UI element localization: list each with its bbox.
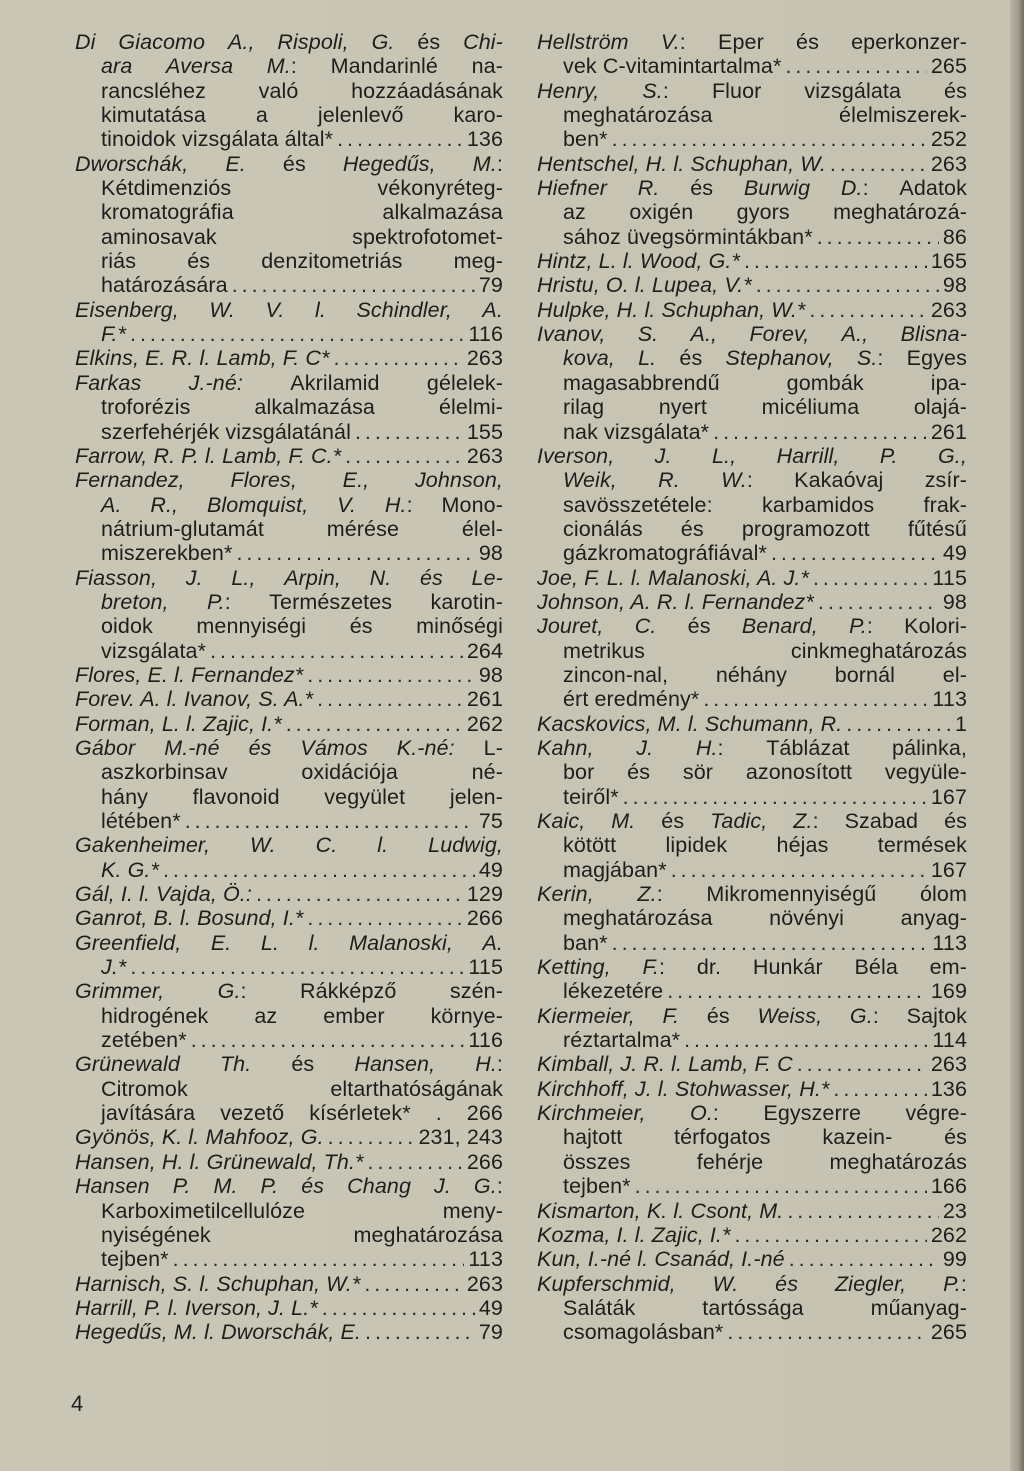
- leader-dots: [322, 1296, 475, 1320]
- page-reference: 49: [478, 857, 503, 882]
- index-line: Harrill, P. l. Iverson, J. L.* . . . 49: [75, 1296, 503, 1320]
- leader-dots: [771, 541, 939, 565]
- leader-dots: [256, 882, 463, 906]
- page-reference: 98: [478, 662, 503, 687]
- index-line: Gakenheimer, W. C. l. Ludwig,: [75, 833, 503, 858]
- leader-dots: [130, 955, 464, 979]
- index-line: Farkas J.-né: Akrilamid gélelek-: [75, 370, 503, 395]
- index-line: breton, P.: Természetes karotin-: [101, 589, 503, 614]
- index-line: oidok mennyiségi és minőségi: [101, 614, 503, 639]
- index-entry: [75, 833, 503, 882]
- index-line: aminosavak spektrofotomet-: [101, 224, 503, 249]
- index-line: réztartalma* . . . 114: [537, 1028, 967, 1052]
- index-entry: [75, 979, 503, 1052]
- page-reference: 265: [930, 54, 967, 79]
- page-reference: 263: [466, 1271, 503, 1296]
- leader-dots: [667, 979, 927, 1003]
- page-reference: 252: [930, 127, 967, 152]
- page-reference: 166: [930, 1174, 967, 1199]
- index-entry: [75, 1150, 503, 1174]
- page-reference: 167: [930, 857, 967, 882]
- leader-dots: [684, 1028, 928, 1052]
- leader-dots: [830, 152, 927, 176]
- index-line: Hintz, L. l. Wood, G.* . . . 165: [537, 249, 967, 273]
- page-reference: 231, 243: [418, 1125, 503, 1150]
- index-line: Grimmer, G.: Rákképző szén-: [75, 979, 503, 1004]
- index-line: Fiasson, J. L., Arpin, N. és Le-: [75, 565, 503, 590]
- index-line: Kerin, Z.: Mikromennyiségű ólom: [537, 882, 967, 907]
- index-entry: [75, 1272, 503, 1296]
- index-entry: [537, 249, 967, 273]
- leader-dots: [355, 420, 463, 444]
- leader-dots: [703, 687, 928, 711]
- page-reference: 165: [930, 249, 967, 274]
- index-entry: [75, 1320, 503, 1344]
- page-reference: 113: [932, 930, 967, 955]
- page-edge-shadow: [1010, 0, 1024, 1471]
- index-line: Hristu, O. l. Lupea, V.* . . . 98: [537, 273, 967, 297]
- leader-dots: [818, 590, 939, 614]
- index-entry: [537, 79, 967, 152]
- index-entry: [537, 882, 967, 955]
- index-line: metrikus cinkmeghatározás: [563, 638, 967, 663]
- index-line: összes fehérje meghatározás: [563, 1149, 967, 1174]
- index-entry: [75, 931, 503, 980]
- page-reference: 129: [466, 882, 503, 907]
- index-line: Kirchmeier, O.: Egyszerre végre-: [537, 1101, 967, 1126]
- leader-dots: [785, 54, 926, 78]
- index-entry: [75, 298, 503, 347]
- index-line: K. G.* . . . 49: [75, 858, 503, 882]
- index-entry: [537, 298, 967, 322]
- page-reference: 263: [930, 151, 967, 176]
- index-line: hány flavonoid vegyület jelen-: [101, 784, 503, 809]
- index-entry: [537, 955, 967, 1004]
- index-entry: [75, 444, 503, 468]
- index-line: Gál, I. l. Vajda, Ö.: . . . 129: [75, 882, 503, 906]
- index-entry: [75, 1125, 503, 1149]
- index-line: gázkromatográfiával* . . . 49: [537, 541, 967, 565]
- index-entry: [537, 1101, 967, 1198]
- index-line: aszkorbinsav oxidációja né-: [101, 760, 503, 785]
- index-line: Flores, E. l. Fernandez* . . . 98: [75, 663, 503, 687]
- index-line: Hiefner R. és Burwig D.: Adatok: [537, 176, 967, 201]
- index-entry: [537, 1077, 967, 1101]
- index-line: Kun, I.-né l. Csanád, I.-né . . . 99: [537, 1247, 967, 1271]
- index-line: kötött lipidek héjas termések: [563, 833, 967, 858]
- index-line: Ivanov, S. A., Forev, A., Blisna-: [537, 322, 967, 347]
- index-line: Forev. A. l. Ivanov, S. A.* . . . 261: [75, 687, 503, 711]
- index-line: tinoidok vizsgálata által* . . . 136: [75, 127, 503, 151]
- leader-dots: [334, 346, 463, 370]
- index-entry: [75, 1174, 503, 1271]
- leader-dots: [833, 1077, 926, 1101]
- page-reference: 262: [466, 711, 503, 736]
- index-line: Hellström V.: Eper és eperkonzer-: [537, 30, 967, 54]
- index-entry: [537, 1223, 967, 1247]
- page-reference: 49: [942, 541, 967, 566]
- index-line: kimutatása a jelenlevő karo-: [101, 103, 503, 128]
- index-line: Citromok eltarthatóságának: [101, 1076, 503, 1101]
- index-line: vek C-vitamintartalma* . . . 265: [537, 54, 967, 78]
- index-line: zetében* . . . 116: [75, 1028, 503, 1052]
- index-line: nátrium-glutamát mérése élel-: [101, 516, 503, 541]
- leader-dots: [612, 931, 929, 955]
- leader-dots: [713, 420, 927, 444]
- index-entry: [75, 346, 503, 370]
- page-reference: 263: [930, 1052, 967, 1077]
- index-entry: [537, 152, 967, 176]
- index-line: létében* . . . 75: [75, 809, 503, 833]
- leader-dots: [345, 444, 463, 468]
- page-reference: 113: [932, 687, 967, 712]
- index-line: F.* . . . 116: [75, 322, 503, 346]
- index-line: tejben* . . . 166: [537, 1174, 967, 1198]
- page-reference: 266: [466, 1149, 503, 1174]
- page-reference: 113: [468, 1247, 503, 1272]
- leader-dots: [210, 639, 463, 663]
- index-column-right: [537, 30, 967, 1345]
- index-line: Karboximetilcellulóze meny-: [101, 1198, 503, 1223]
- index-line: Hentschel, H. l. Schuphan, W. . . . 263: [537, 152, 967, 176]
- page-reference: 98: [942, 589, 967, 614]
- index-entry: [537, 736, 967, 809]
- leader-dots: [365, 1320, 475, 1344]
- index-line: Greenfield, E. L. l. Malanoski, A.: [75, 930, 503, 955]
- page-reference: 79: [478, 273, 503, 298]
- index-line: ért eredmény* . . . 113: [537, 687, 967, 711]
- index-line: Fernandez, Flores, E., Johnson,: [75, 468, 503, 493]
- index-line: Kiermeier, F. és Weiss, G.: Sajtok: [537, 1003, 967, 1028]
- leader-dots: [727, 1320, 926, 1344]
- index-line: Kacskovics, M. l. Schumann, R. . . . 1: [537, 712, 967, 736]
- index-line: Harnisch, S. l. Schuphan, W.* . . . 263: [75, 1272, 503, 1296]
- page-reference: 86: [942, 224, 967, 249]
- index-line: Hegedűs, M. l. Dworschák, E. . . . 79: [75, 1320, 503, 1344]
- index-entry: [537, 614, 967, 711]
- leader-dots: [130, 322, 464, 346]
- index-line: ara Aversa M.: Mandarinlé na-: [101, 54, 503, 79]
- index-line: Weik, R. W.: Kakaóvaj zsír-: [563, 468, 967, 493]
- page-reference: 261: [466, 687, 503, 712]
- index-entry: [537, 1052, 967, 1076]
- page-reference: 79: [478, 1320, 503, 1345]
- index-line: J.* . . . 115: [75, 955, 503, 979]
- index-line: ban* . . . 113: [537, 931, 967, 955]
- index-line: Gábor M.-né és Vámos K.-né: L-: [75, 735, 503, 760]
- index-line: Kétdimenziós vékonyréteg-: [101, 176, 503, 201]
- index-line: Jouret, C. és Benard, P.: Kolori-: [537, 614, 967, 639]
- index-line: Joe, F. L. l. Malanoski, A. J.* . . . 115: [537, 566, 967, 590]
- leader-dots: [635, 1174, 927, 1198]
- index-entry: [537, 444, 967, 566]
- leader-dots: [368, 1150, 463, 1174]
- index-entry: [75, 152, 503, 298]
- index-entry: [75, 1296, 503, 1320]
- index-line: Ketting, F.: dr. Hunkár Béla em-: [537, 955, 967, 980]
- index-entry: [75, 468, 503, 565]
- leader-dots: [232, 273, 475, 297]
- page-reference: 1: [954, 711, 967, 736]
- index-line: ben* . . . 252: [537, 127, 967, 151]
- index-line: meghatározása élelmiszerek-: [563, 103, 967, 128]
- leader-dots: [756, 273, 939, 297]
- index-line: Grünewald Th. és Hansen, H.:: [75, 1052, 503, 1077]
- index-line: magasabbrendű gombák ipa-: [563, 370, 967, 395]
- index-line: tejben* . . . 113: [75, 1247, 503, 1271]
- page-reference: 266: [466, 906, 503, 931]
- index-entry: [75, 30, 503, 152]
- index-line: Hansen P. M. P. és Chang J. G.:: [75, 1174, 503, 1199]
- index-line: Kupferschmid, W. és Ziegler, P.:: [537, 1271, 967, 1296]
- leader-dots: [846, 712, 951, 736]
- index-line: nyiségének meghatározása: [101, 1222, 503, 1247]
- leader-dots: [809, 298, 926, 322]
- leader-dots: [307, 906, 462, 930]
- index-line: Ganrot, B. l. Bosund, I.* . . . 266: [75, 906, 503, 930]
- index-line: cionálás és programozott fűtésű: [563, 516, 967, 541]
- page-reference: 261: [930, 419, 967, 444]
- leader-dots: [328, 1125, 415, 1149]
- leader-dots: [191, 1028, 465, 1052]
- index-entry: [75, 371, 503, 444]
- page-reference: 116: [468, 1028, 503, 1053]
- index-line: zincon-nal, néhány bornál el-: [563, 662, 967, 687]
- index-entry: [537, 176, 967, 249]
- index-entry: [75, 687, 503, 711]
- index-entry: [75, 1052, 503, 1125]
- page-reference: 98: [942, 273, 967, 298]
- page-reference: 115: [932, 565, 967, 590]
- index-line: kova, L. és Stephanov, S.: Egyes: [563, 346, 967, 371]
- page-reference: 264: [466, 638, 503, 663]
- index-entry: [75, 712, 503, 736]
- leader-dots: [163, 858, 475, 882]
- index-line: Johnson, A. R. l. Fernandez* . . . 98: [537, 590, 967, 614]
- index-line: teiről* . . . 167: [537, 785, 967, 809]
- index-entry: [537, 566, 967, 590]
- index-line: nak vizsgálata* . . . 261: [537, 420, 967, 444]
- index-line: rancsléhez való hozzáadásának: [101, 78, 503, 103]
- index-line: savösszetétele: karbamidos frak-: [563, 492, 967, 517]
- index-line: Farrow, R. P. l. Lamb, F. C.* . . . 263: [75, 444, 503, 468]
- index-line: A. R., Blomquist, V. H.: Mono-: [101, 492, 503, 517]
- index-entry: [75, 736, 503, 833]
- leader-dots: [337, 127, 463, 151]
- index-entry: [537, 712, 967, 736]
- index-line: Di Giacomo A., Rispoli, G. és Chi-: [75, 30, 503, 54]
- page-reference: 136: [930, 1076, 967, 1101]
- leader-dots: [307, 663, 475, 687]
- index-entry: [537, 1272, 967, 1345]
- index-entry: [537, 1004, 967, 1053]
- leader-dots: [817, 225, 939, 249]
- index-line: Kimball, J. R. l. Lamb, F. C . . . 263: [537, 1052, 967, 1076]
- index-entry: [75, 663, 503, 687]
- index-line: kromatográfia alkalmazása: [101, 200, 503, 225]
- index-line: Henry, S.: Fluor vizsgálata és: [537, 78, 967, 103]
- page-reference: 167: [930, 784, 967, 809]
- index-line: Forman, L. l. Zajic, I.* . . . 262: [75, 712, 503, 736]
- page-reference: 155: [466, 419, 503, 444]
- index-entry: [75, 882, 503, 906]
- index-line: troforézis alkalmazása élelmi-: [101, 395, 503, 420]
- index-line: Iverson, J. L., Harrill, P. G.,: [537, 443, 967, 468]
- index-entry: [537, 30, 967, 79]
- index-line: meghatározása növényi anyag-: [563, 906, 967, 931]
- index-entry: [75, 566, 503, 663]
- index-line: Hansen, H. l. Grünewald, Th.* . . . 266: [75, 1150, 503, 1174]
- index-line: sához üvegsörmintákban* . . . 86: [537, 225, 967, 249]
- index-line: Gyönös, K. l. Mahfooz, G. . . . 231, 243: [75, 1125, 503, 1149]
- page-reference: 265: [930, 1320, 967, 1345]
- page-reference: 169: [930, 979, 967, 1004]
- index-entry: [537, 273, 967, 297]
- index-line: Saláták tartóssága műanyag-: [563, 1295, 967, 1320]
- leader-dots: [744, 249, 927, 273]
- leader-dots: [612, 127, 927, 151]
- index-line: csomagolásban* . . . 265: [537, 1320, 967, 1344]
- page-number: 4: [71, 1391, 84, 1416]
- index-line: miszerekben* . . . 98: [75, 541, 503, 565]
- index-entry: [537, 1247, 967, 1271]
- index-line: szerfehérjék vizsgálatánál . . . 155: [75, 420, 503, 444]
- index-entry: [537, 809, 967, 882]
- page-reference: 263: [930, 297, 967, 322]
- page-reference: 262: [930, 1222, 967, 1247]
- leader-dots: [671, 858, 927, 882]
- leader-dots: [286, 712, 463, 736]
- page-reference: 263: [466, 443, 503, 468]
- leader-dots: [787, 1199, 939, 1223]
- page-reference: 75: [478, 809, 503, 833]
- index-line: Kahn, J. H.: Táblázat pálinka,: [537, 735, 967, 760]
- page-reference: 98: [478, 541, 503, 566]
- leader-dots: [734, 1223, 926, 1247]
- index-entry: [537, 322, 967, 444]
- leader-dots: [236, 541, 474, 565]
- index-line: Elkins, E. R. l. Lamb, F. C* . . . 263: [75, 346, 503, 370]
- index-line: magjában* . . . 167: [537, 858, 967, 882]
- index-line: Hulpke, H. l. Schuphan, W.* . . . 263: [537, 298, 967, 322]
- page-reference: 263: [466, 346, 503, 371]
- index-entry: [75, 906, 503, 930]
- index-entry: [537, 1199, 967, 1223]
- page-reference: 115: [468, 955, 503, 980]
- index-line: határozására . . . 79: [75, 273, 503, 297]
- leader-dots: [623, 785, 927, 809]
- index-line: lékezetére . . . 169: [537, 979, 967, 1003]
- index-line: Kaic, M. és Tadic, Z.: Szabad és: [537, 809, 967, 833]
- page-reference: 136: [466, 127, 503, 152]
- index-entry: [537, 590, 967, 614]
- page-reference: 114: [932, 1028, 967, 1053]
- leader-dots: [789, 1247, 939, 1271]
- page-reference: 49: [478, 1295, 503, 1320]
- leader-dots: [797, 1052, 927, 1076]
- index-line: Kirchhoff, J. l. Stohwasser, H.* . . . 136: [537, 1077, 967, 1101]
- index-line: rilag nyert micéliuma olajá-: [563, 395, 967, 420]
- leader-dots: [173, 1247, 465, 1271]
- index-line: riás és denzitometriás meg-: [101, 249, 503, 274]
- page-reference: 23: [942, 1198, 967, 1223]
- index-line: javítására vezető kísérletek* . 266: [101, 1101, 503, 1126]
- leader-dots: [813, 566, 928, 590]
- page-reference: 116: [468, 322, 503, 347]
- index-line: hidrogének az ember környe-: [101, 1003, 503, 1028]
- leader-dots: [185, 809, 475, 833]
- index-line: bor és sör azonosított vegyüle-: [563, 760, 967, 785]
- leader-dots: [364, 1272, 463, 1296]
- index-line: Kismarton, K. l. Csont, M. . . . 23: [537, 1199, 967, 1223]
- leader-dots: [317, 687, 463, 711]
- page-reference: 99: [942, 1247, 967, 1272]
- index-line: Dworschák, E. és Hegedűs, M.:: [75, 151, 503, 176]
- index-line: az oxigén gyors meghatározá-: [563, 200, 967, 225]
- index-line: vizsgálata* . . . 264: [75, 639, 503, 663]
- index-line: hajtott térfogatos kazein- és: [563, 1125, 967, 1150]
- index-line: Kozma, I. l. Zajic, I.* . . . 262: [537, 1223, 967, 1247]
- index-column-left: [75, 30, 503, 1345]
- index-line: Eisenberg, W. V. l. Schindler, A.: [75, 297, 503, 322]
